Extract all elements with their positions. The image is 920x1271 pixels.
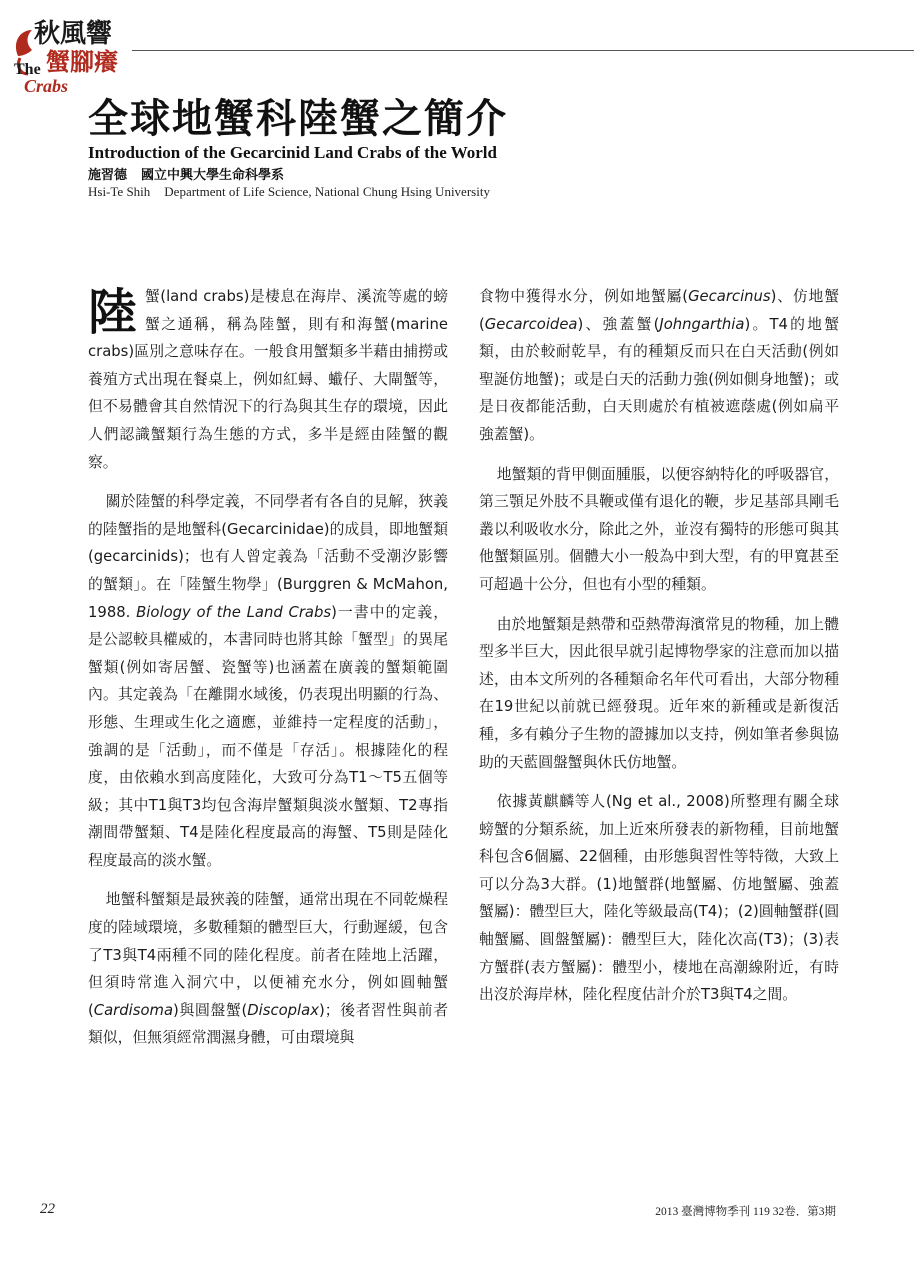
author-zh bbox=[88, 164, 284, 183]
author-zh-affiliation: 國立中興大學生命科學系 bbox=[141, 168, 285, 183]
body-paragraph: 地蟹類的背甲側面腫脹，以便容納特化的呼吸器官，第三顎足外肢不具鞭或僅有退化的鞭，步足基部具剛毛叢以利吸收水分，除此之外，並沒有獨特的形態可與其他蟹類區別。個體大小一般為中到大型，有的甲寬甚至可超過十公分，但也有小型的種類。 bbox=[479, 465, 839, 593]
logo-zh-line2: 蟹腳癢 bbox=[46, 47, 118, 76]
logo-en-crabs: Crabs bbox=[24, 76, 69, 96]
author-zh-name: 施習德 bbox=[88, 168, 128, 183]
body-paragraph: 由於地蟹類是熱帶和亞熱帶海濱常見的物種，加上體型多半巨大，因此很早就引起博物學家的注意而加以描述，由本文所列的各種類命名年代可看出，大部分物種在19世紀以前就已經發現。近年來的新種或是新復活種，多有賴分子生物的證據加以支持，例如筆者參與協助的天藍圓盤蟹與休氏仿地蟹。 bbox=[479, 615, 839, 771]
page-number: 22 bbox=[40, 1201, 55, 1217]
body-column-left bbox=[88, 283, 448, 1052]
article-title: 全球地蟹科陸蟹之簡介 bbox=[88, 95, 508, 142]
drop-cap: 陸 bbox=[88, 283, 138, 341]
body-column-right bbox=[479, 283, 839, 1009]
author-en bbox=[88, 184, 490, 200]
logo-zh-line1: 秋風響 bbox=[34, 19, 113, 49]
body-paragraph: 關於陸蟹的科學定義，不同學者有各自的見解，狹義的陸蟹指的是地蟹科(Gecarcinidae)的成員，即地蟹類(gecarcinids)；也有人曾定義為「活動不受潮汐影響的蟹類」。在「陸蟹生物學」(Burggren & McMahon, 1988. Biology of the Land Crabs)一書中的定義，是公認較具權威的，本書同時也將其餘「蟹型」的異尾蟹類(例如寄居蟹、瓷蟹等)也涵蓋在廣義的蟹類範圍內。其定義為「在離開水域後，仍表現出明顯的行為、形態、生理或生化之適應，並維持一定程度的活動」，強調的是「活動」，而不僅是「存活」。根據陸化的程度，由依賴水到高度陸化，大致可分為T1～T5五個等級；其中T1與T3均包含海岸蟹類與淡水蟹類、T2專指潮間帶蟹類、T4是陸化程度最高的海蟹、T5則是陸化程度最高的淡水蟹。 bbox=[88, 493, 448, 869]
author-en-affiliation: Department of Life Science, National Chung Hsing University bbox=[164, 184, 490, 199]
body-paragraph: 地蟹科蟹類是最狹義的陸蟹，通常出現在不同乾燥程度的陸域環境，多數種類的體型巨大，行動遲緩，包含了T3與T4兩種不同的陸化程度。前者在陸地上活躍，但須時常進入洞穴中，以便補充水分，例如圓軸蟹(Cardisoma)與圓盤蟹(Discoplax)；後者習性與前者類似，但無須經常潤濕身體，可由環境與 bbox=[88, 891, 448, 1047]
body-paragraph: 陸蟹(land crabs)是棲息在海岸、溪流等處的螃蟹之通稱，稱為陸蟹，則有和海蟹(marine crabs)區別之意味存在。一般食用蟹類多半藉由捕撈或養殖方式出現在餐桌上，例如紅蟳、蠘仔、大閘蟹等，但不易體會其自然情況下的行為與其生存的環境，因此人們認識蟹類行為生態的方式，多半是經由陸蟹的觀察。 bbox=[88, 283, 448, 471]
logo-en-the: The bbox=[14, 61, 41, 78]
author-en-name: Hsi-Te Shih bbox=[88, 184, 151, 199]
column-logo bbox=[12, 12, 130, 96]
body-paragraph: 依據黃麒麟等人(Ng et al., 2008)所整理有關全球螃蟹的分類系統，加上近來所發表的新物種，目前地蟹科包含6個屬、22個種，由形態與習性等特徵，大致上可以分為3大群。(1)地蟹群(地蟹屬、仿地蟹屬、強蓋蟹屬)：體型巨大，陸化等級最高(T4)；(2)圓軸蟹群(圓軸蟹屬、圓盤蟹屬)：體型巨大，陸化次高(T3)；(3)表方蟹群(表方蟹屬)：體型小，棲地在高潮線附近，有時出沒於海岸林，陸化程度估計介於T3與T4之間。 bbox=[479, 793, 839, 1004]
header-rule bbox=[132, 50, 914, 51]
body-paragraph: 食物中獲得水分，例如地蟹屬(Gecarcinus)、仿地蟹(Gecarcoidea)、強蓋蟹(Johngarthia)。T4的地蟹類，由於較耐乾旱，有的種類反而只在白天活動(例如聖誕仿地蟹)；或是白天的活動力強(例如側身地蟹)；或是日夜都能活動，白天則處於有植被遮蔭處(例如扁平強蓋蟹)。 bbox=[479, 288, 839, 443]
journal-footer: 2013 臺灣博物季刊 119 32卷．第3期 bbox=[655, 1206, 836, 1218]
article-subtitle: Introduction of the Gecarcinid Land Crabs of the World bbox=[88, 143, 497, 162]
